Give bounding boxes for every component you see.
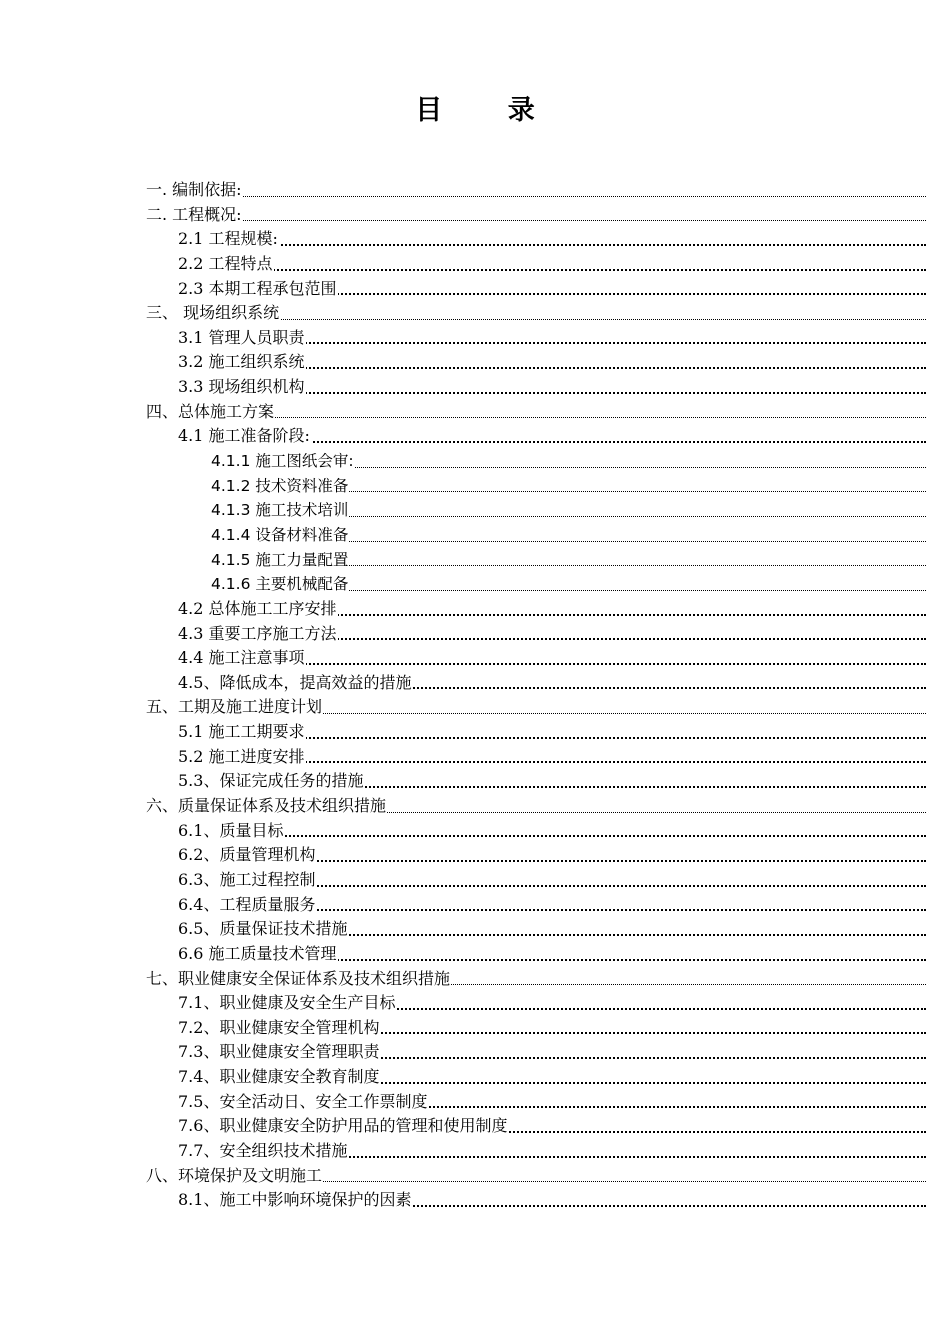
- toc-entry-label: 4.1.5 施工力量配置: [211, 550, 349, 569]
- toc-entry-label: 2.1 工程规模:: [178, 229, 278, 249]
- toc-entry[interactable]: [146, 178, 928, 203]
- toc-entry[interactable]: [146, 350, 928, 375]
- toc-entry[interactable]: [146, 1139, 928, 1164]
- toc-entry[interactable]: [146, 1065, 928, 1090]
- toc-entry[interactable]: [146, 548, 928, 573]
- toc-entry[interactable]: [146, 523, 928, 548]
- toc-entry-label: 4.1.3 施工技术培训: [211, 501, 349, 520]
- toc-entry-label: 五、工期及施工进度计划: [146, 697, 323, 717]
- toc-entry-label: 4.4 施工注意事项: [178, 648, 305, 668]
- toc-entry-label: 6.1、质量目标: [178, 820, 284, 840]
- toc-entry-label: 4.1.6 主要机械配备: [211, 575, 349, 594]
- toc-entry-label: 7.2、职业健康安全管理机构: [178, 1017, 380, 1037]
- toc-entry-label: 6.6 施工质量技术管理: [178, 943, 337, 963]
- toc-entry[interactable]: [146, 227, 928, 252]
- toc-entry[interactable]: [146, 498, 928, 523]
- dot-leader: [178, 252, 926, 277]
- toc-entry[interactable]: [146, 1114, 928, 1139]
- toc-entry[interactable]: [146, 622, 928, 647]
- title-char-2: 录: [507, 95, 535, 126]
- toc-entry[interactable]: [146, 474, 928, 499]
- toc-entry[interactable]: [146, 326, 928, 351]
- toc-entry-label: 7.5、安全活动日、安全工作票制度: [178, 1091, 428, 1111]
- toc-entry-label: 2.3 本期工程承包范围: [178, 278, 337, 298]
- toc-entry[interactable]: [146, 646, 928, 671]
- toc-entry-label: 4.2 总体施工工序安排: [178, 598, 337, 618]
- dot-leader: [178, 227, 926, 252]
- toc-entry-label: 7.3、职业健康安全管理职责: [178, 1042, 380, 1062]
- toc-entry[interactable]: [146, 671, 928, 696]
- toc-entry[interactable]: [146, 893, 928, 918]
- toc-entry-label: 4.1 施工准备阶段:: [178, 426, 310, 446]
- toc-entry-label: 6.4、工程质量服务: [178, 894, 316, 914]
- toc-entry[interactable]: [146, 572, 928, 597]
- toc-entry-label: 二. 工程概况:: [146, 204, 242, 224]
- toc-entry-label: 6.5、质量保证技术措施: [178, 919, 348, 939]
- toc-entry[interactable]: [146, 819, 928, 844]
- toc-entry-label: 5.2 施工进度安排: [178, 746, 305, 766]
- toc-entry[interactable]: [146, 1016, 928, 1041]
- toc-entry-label: 七、职业健康安全保证体系及技术组织措施: [146, 968, 451, 988]
- toc-entry[interactable]: [146, 917, 928, 942]
- toc-entry[interactable]: [146, 745, 928, 770]
- toc-entry-label: 7.1、职业健康及安全生产目标: [178, 993, 396, 1013]
- dot-leader: [146, 178, 926, 203]
- toc-entry[interactable]: [146, 843, 928, 868]
- toc-entry-label: 6.2、质量管理机构: [178, 845, 316, 865]
- toc-entry-label: 7.4、职业健康安全教育制度: [178, 1067, 380, 1087]
- toc-entry-label: 4.5、降低成本，提高效益的措施: [178, 672, 412, 692]
- table-of-contents: [146, 178, 928, 1213]
- toc-entry[interactable]: [146, 868, 928, 893]
- toc-entry-label: 2.2 工程特点: [178, 253, 273, 273]
- title-char-1: 目: [415, 95, 443, 126]
- toc-entry[interactable]: [146, 375, 928, 400]
- toc-entry-label: 6.3、施工过程控制: [178, 869, 316, 889]
- toc-entry[interactable]: [146, 942, 928, 967]
- toc-entry[interactable]: [146, 424, 928, 449]
- toc-entry-label: 7.6、职业健康安全防护用品的管理和使用制度: [178, 1116, 508, 1136]
- toc-entry[interactable]: [146, 794, 928, 819]
- toc-entry-label: 5.3、保证完成任务的措施: [178, 771, 364, 791]
- toc-entry-label: 4.3 重要工序施工方法: [178, 623, 337, 643]
- toc-entry[interactable]: [146, 277, 928, 302]
- toc-entry-label: 四、总体施工方案: [146, 401, 275, 421]
- toc-entry[interactable]: [146, 769, 928, 794]
- toc-entry-label: 一. 编制依据:: [146, 180, 242, 199]
- toc-entry[interactable]: [146, 203, 928, 228]
- dot-leader: [146, 203, 926, 228]
- dot-leader: [178, 819, 926, 844]
- toc-entry[interactable]: [146, 991, 928, 1016]
- toc-entry-label: 三、 现场组织系统: [146, 303, 280, 323]
- toc-entry-label: 3.3 现场组织机构: [178, 377, 305, 397]
- toc-entry-label: 4.1.4 设备材料准备: [211, 525, 349, 544]
- toc-entry-label: 4.1.2 技术资料准备: [211, 476, 349, 495]
- toc-entry[interactable]: [146, 967, 928, 992]
- toc-entry[interactable]: [146, 400, 928, 425]
- toc-entry-label: 3.1 管理人员职责: [178, 327, 305, 347]
- toc-entry[interactable]: [146, 720, 928, 745]
- toc-entry[interactable]: [146, 1090, 928, 1115]
- toc-entry-label: 3.2 施工组织系统: [178, 352, 305, 372]
- toc-entry-label: 7.7、安全组织技术措施: [178, 1140, 348, 1160]
- toc-entry[interactable]: [146, 1164, 928, 1189]
- toc-entry[interactable]: [146, 252, 928, 277]
- toc-entry[interactable]: [146, 1040, 928, 1065]
- toc-title: [0, 88, 950, 127]
- toc-entry-label: 8.1、施工中影响环境保护的因素: [178, 1190, 412, 1210]
- toc-entry[interactable]: [146, 695, 928, 720]
- toc-entry[interactable]: [146, 1188, 928, 1213]
- toc-entry-label: 4.1.1 施工图纸会审:: [211, 452, 354, 471]
- toc-entry[interactable]: [146, 449, 928, 474]
- toc-entry-label: 六、质量保证体系及技术组织措施: [146, 796, 387, 816]
- toc-entry[interactable]: [146, 301, 928, 326]
- toc-entry-label: 5.1 施工工期要求: [178, 722, 305, 742]
- toc-entry-label: 八、环境保护及文明施工: [146, 1165, 323, 1185]
- toc-entry[interactable]: [146, 597, 928, 622]
